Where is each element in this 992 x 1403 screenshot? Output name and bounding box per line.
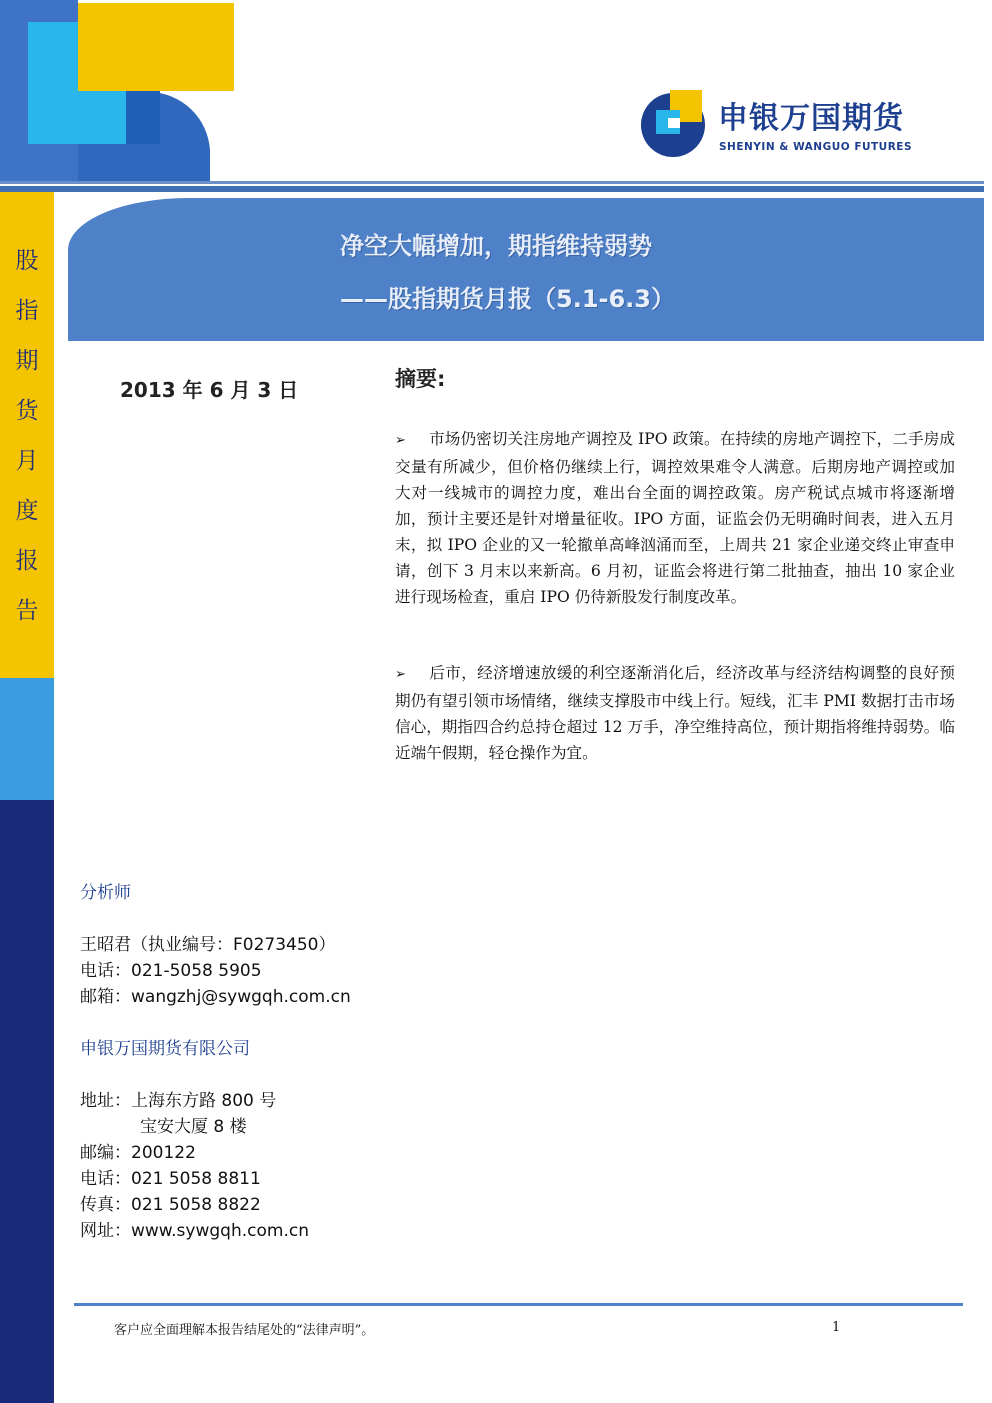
analyst-heading: 分析师 bbox=[80, 883, 131, 903]
summary-paragraph-text: 市场仍密切关注房地产调控及 IPO 政策。在持续的房地产调控下，二手房成交量有所减少，但价格仍继续上行，调控效果难令人满意。后期房地产调控或加大对一线城市的调控力度，难出台全面的调控政策。房产税试点城市将逐渐增加，预计主要还是针对增量征收。IPO 方面，证监会仍无明确时间表，进入五月末，拟 IPO 企业的又一轮撤单高峰汹涌而至，上周共 21 家企业递交终止审查申请，创下 3 月末以来新高。6 月初，证监会将进行第二批抽查，抽出 10 家企业进行现场检查，重启 IPO 仍待新股发行制度改革。 bbox=[395, 430, 955, 606]
side-title-char: 指 bbox=[15, 298, 39, 324]
analyst-name: 王昭君（执业编号：F0273450） bbox=[80, 935, 336, 955]
side-band-dark-blue bbox=[0, 800, 54, 1403]
summary-paragraph bbox=[395, 426, 955, 610]
footer-disclaimer: 客户应全面理解本报告结尾处的“法律声明”。 bbox=[114, 1323, 375, 1338]
company-fax: 传真：021 5058 8822 bbox=[80, 1195, 261, 1215]
side-title-char: 度 bbox=[15, 498, 39, 524]
title-banner bbox=[68, 198, 984, 341]
summary-paragraph bbox=[395, 660, 955, 766]
side-title-char: 股 bbox=[15, 248, 39, 274]
side-band-light-blue bbox=[0, 678, 54, 800]
header-rule-thin bbox=[0, 181, 984, 184]
side-title-char: 月 bbox=[15, 448, 39, 474]
company-website[interactable]: 网址：www.sywgqh.com.cn bbox=[80, 1221, 309, 1241]
company-postcode: 邮编：200122 bbox=[80, 1143, 196, 1163]
report-subtitle: ——股指期货月报（5.1-6.3） bbox=[340, 285, 675, 313]
side-title-char: 报 bbox=[15, 548, 39, 574]
company-phone: 电话：021 5058 8811 bbox=[80, 1169, 261, 1189]
summary-paragraph-text: 后市，经济增速放缓的利空逐渐消化后，经济改革与经济结构调整的良好预期仍有望引领市场情绪，继续支撑股市中线上行。短线，汇丰 PMI 数据打击市场信心，期指四合约总持仓超过 12 万手，净空维持高位，预计期指将维持弱势。临近端午假期，轻仓操作为宜。 bbox=[395, 664, 955, 762]
brand-name-cn: 申银万国期货 bbox=[718, 101, 904, 136]
brand-name-en: SHENYIN & WANGUO FUTURES bbox=[719, 141, 913, 153]
header-rule-thick bbox=[0, 186, 984, 192]
analyst-email[interactable]: 邮箱：wangzhj@sywgqh.com.cn bbox=[80, 987, 351, 1007]
page-number: 1 bbox=[832, 1320, 841, 1335]
side-vertical-title bbox=[0, 236, 54, 636]
company-address-line2: 宝安大厦 8 楼 bbox=[140, 1117, 247, 1137]
footer-rule bbox=[74, 1303, 963, 1306]
bullet-arrow-icon: ➢ bbox=[395, 667, 406, 682]
side-title-char: 期 bbox=[15, 348, 39, 374]
bullet-arrow-icon: ➢ bbox=[395, 433, 406, 448]
header-decoration bbox=[0, 0, 300, 184]
company-logo-icon bbox=[640, 88, 712, 160]
report-title: 净空大幅增加，期指维持弱势 bbox=[340, 232, 652, 260]
side-title-char: 告 bbox=[15, 598, 39, 624]
summary-heading: 摘要: bbox=[395, 367, 446, 391]
analyst-phone: 电话：021-5058 5905 bbox=[80, 961, 262, 981]
side-title-char: 货 bbox=[15, 398, 39, 424]
company-address: 地址：上海东方路 800 号 bbox=[80, 1091, 277, 1111]
report-date: 2013 年 6 月 3 日 bbox=[120, 378, 299, 402]
company-name: 申银万国期货有限公司 bbox=[80, 1039, 250, 1059]
